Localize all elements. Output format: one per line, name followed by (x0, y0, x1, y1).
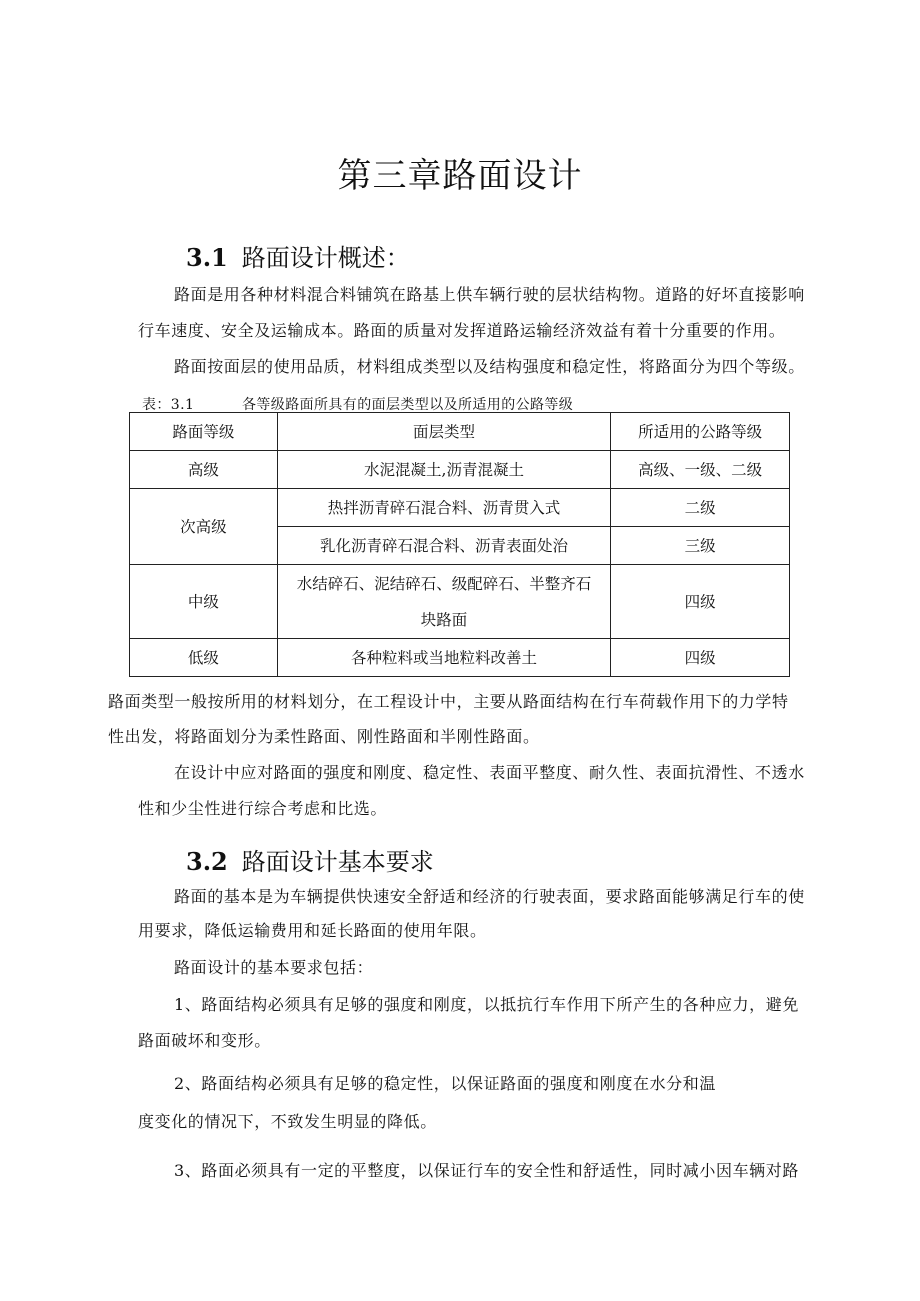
table-cell: 低级 (130, 639, 278, 677)
pavement-grade-table (129, 412, 790, 677)
section-number: 3.2 (186, 847, 228, 876)
table-row (130, 489, 790, 527)
paragraph-line: 行车速度、安全及运输成本。路面的质量对发挥道路运输经济效益有着十分重要的作用。 (138, 321, 786, 340)
table-cell: 四级 (611, 565, 790, 639)
table-cell: 次高级 (130, 489, 278, 565)
table-row (130, 451, 790, 489)
table-row (130, 639, 790, 677)
paragraph-line: 路面类型一般按所用的材料划分，在工程设计中，主要从路面结构在行车荷载作用下的力学特 (108, 692, 789, 711)
table-cell: 中级 (130, 565, 278, 639)
table-caption-label: 表：3.1 (142, 397, 195, 413)
page-title: 第三章路面设计 (337, 156, 583, 196)
paragraph-line: 性和少尘性进行综合考虑和比选。 (138, 799, 388, 818)
paragraph-line: 路面按面层的使用品质，材料组成类型以及结构强度和稳定性，将路面分为四个等级。 (174, 357, 805, 376)
cell-line: 块路面 (420, 610, 468, 629)
table-cell: 高级、一级、二级 (611, 451, 790, 489)
paragraph-line: 路面是用各种材料混合料铺筑在路基上供车辆行驶的层状结构物。道路的好坏直接影响 (174, 285, 805, 304)
paragraph-line: 路面设计的基本要求包括： (174, 958, 374, 977)
paragraph-line: 用要求，降低运输费用和延长路面的使用年限。 (138, 921, 487, 940)
column-header: 路面等级 (130, 413, 278, 451)
cell-line: 水结碎石、泥结碎石、级配碎石、半整齐石 (296, 574, 592, 593)
column-header: 面层类型 (277, 413, 610, 451)
table-row (130, 565, 790, 639)
list-item-line: 3、路面必须具有一定的平整度，以保证行车的安全性和舒适性，同时减小因车辆对路 (174, 1161, 799, 1180)
table-cell: 三级 (611, 527, 790, 565)
table-caption-text: 各等级路面所具有的面层类型以及所适用的公路等级 (242, 397, 574, 413)
table-cell: 热拌沥青碎石混合料、沥青贯入式 (277, 489, 610, 527)
table-cell: 四级 (611, 639, 790, 677)
section-number: 3.1 (186, 243, 228, 272)
table-cell: 水泥混凝土,沥青混凝土 (277, 451, 610, 489)
section-title: 路面设计基本要求 (241, 848, 434, 876)
table-cell (277, 565, 610, 639)
list-item-line: 2、路面结构必须具有足够的稳定性，以保证路面的强度和刚度在水分和温 (174, 1074, 716, 1093)
section-title: 路面设计概述： (241, 244, 410, 272)
paragraph-line: 性出发，将路面划分为柔性路面、刚性路面和半刚性路面。 (108, 727, 540, 746)
list-item-line: 度变化的情况下，不致发生明显的降低。 (138, 1112, 437, 1131)
section-heading-3-2 (186, 842, 434, 877)
table-cell: 二级 (611, 489, 790, 527)
table-cell: 各种粒料或当地粒料改善土 (277, 639, 610, 677)
paragraph-line: 在设计中应对路面的强度和刚度、稳定性、表面平整度、耐久性、表面抗滑性、不透水 (174, 763, 805, 782)
list-item-line: 1、路面结构必须具有足够的强度和刚度，以抵抗行车作用下所产生的各种应力，避免 (174, 995, 799, 1014)
column-header: 所适用的公路等级 (611, 413, 790, 451)
section-heading-3-1 (186, 238, 410, 273)
list-item-line: 路面破坏和变形。 (138, 1031, 271, 1050)
paragraph-line: 路面的基本是为车辆提供快速安全舒适和经济的行驶表面，要求路面能够满足行车的使 (174, 887, 805, 906)
table-cell: 高级 (130, 451, 278, 489)
table-header-row (130, 413, 790, 451)
table-cell: 乳化沥青碎石混合料、沥青表面处治 (277, 527, 610, 565)
